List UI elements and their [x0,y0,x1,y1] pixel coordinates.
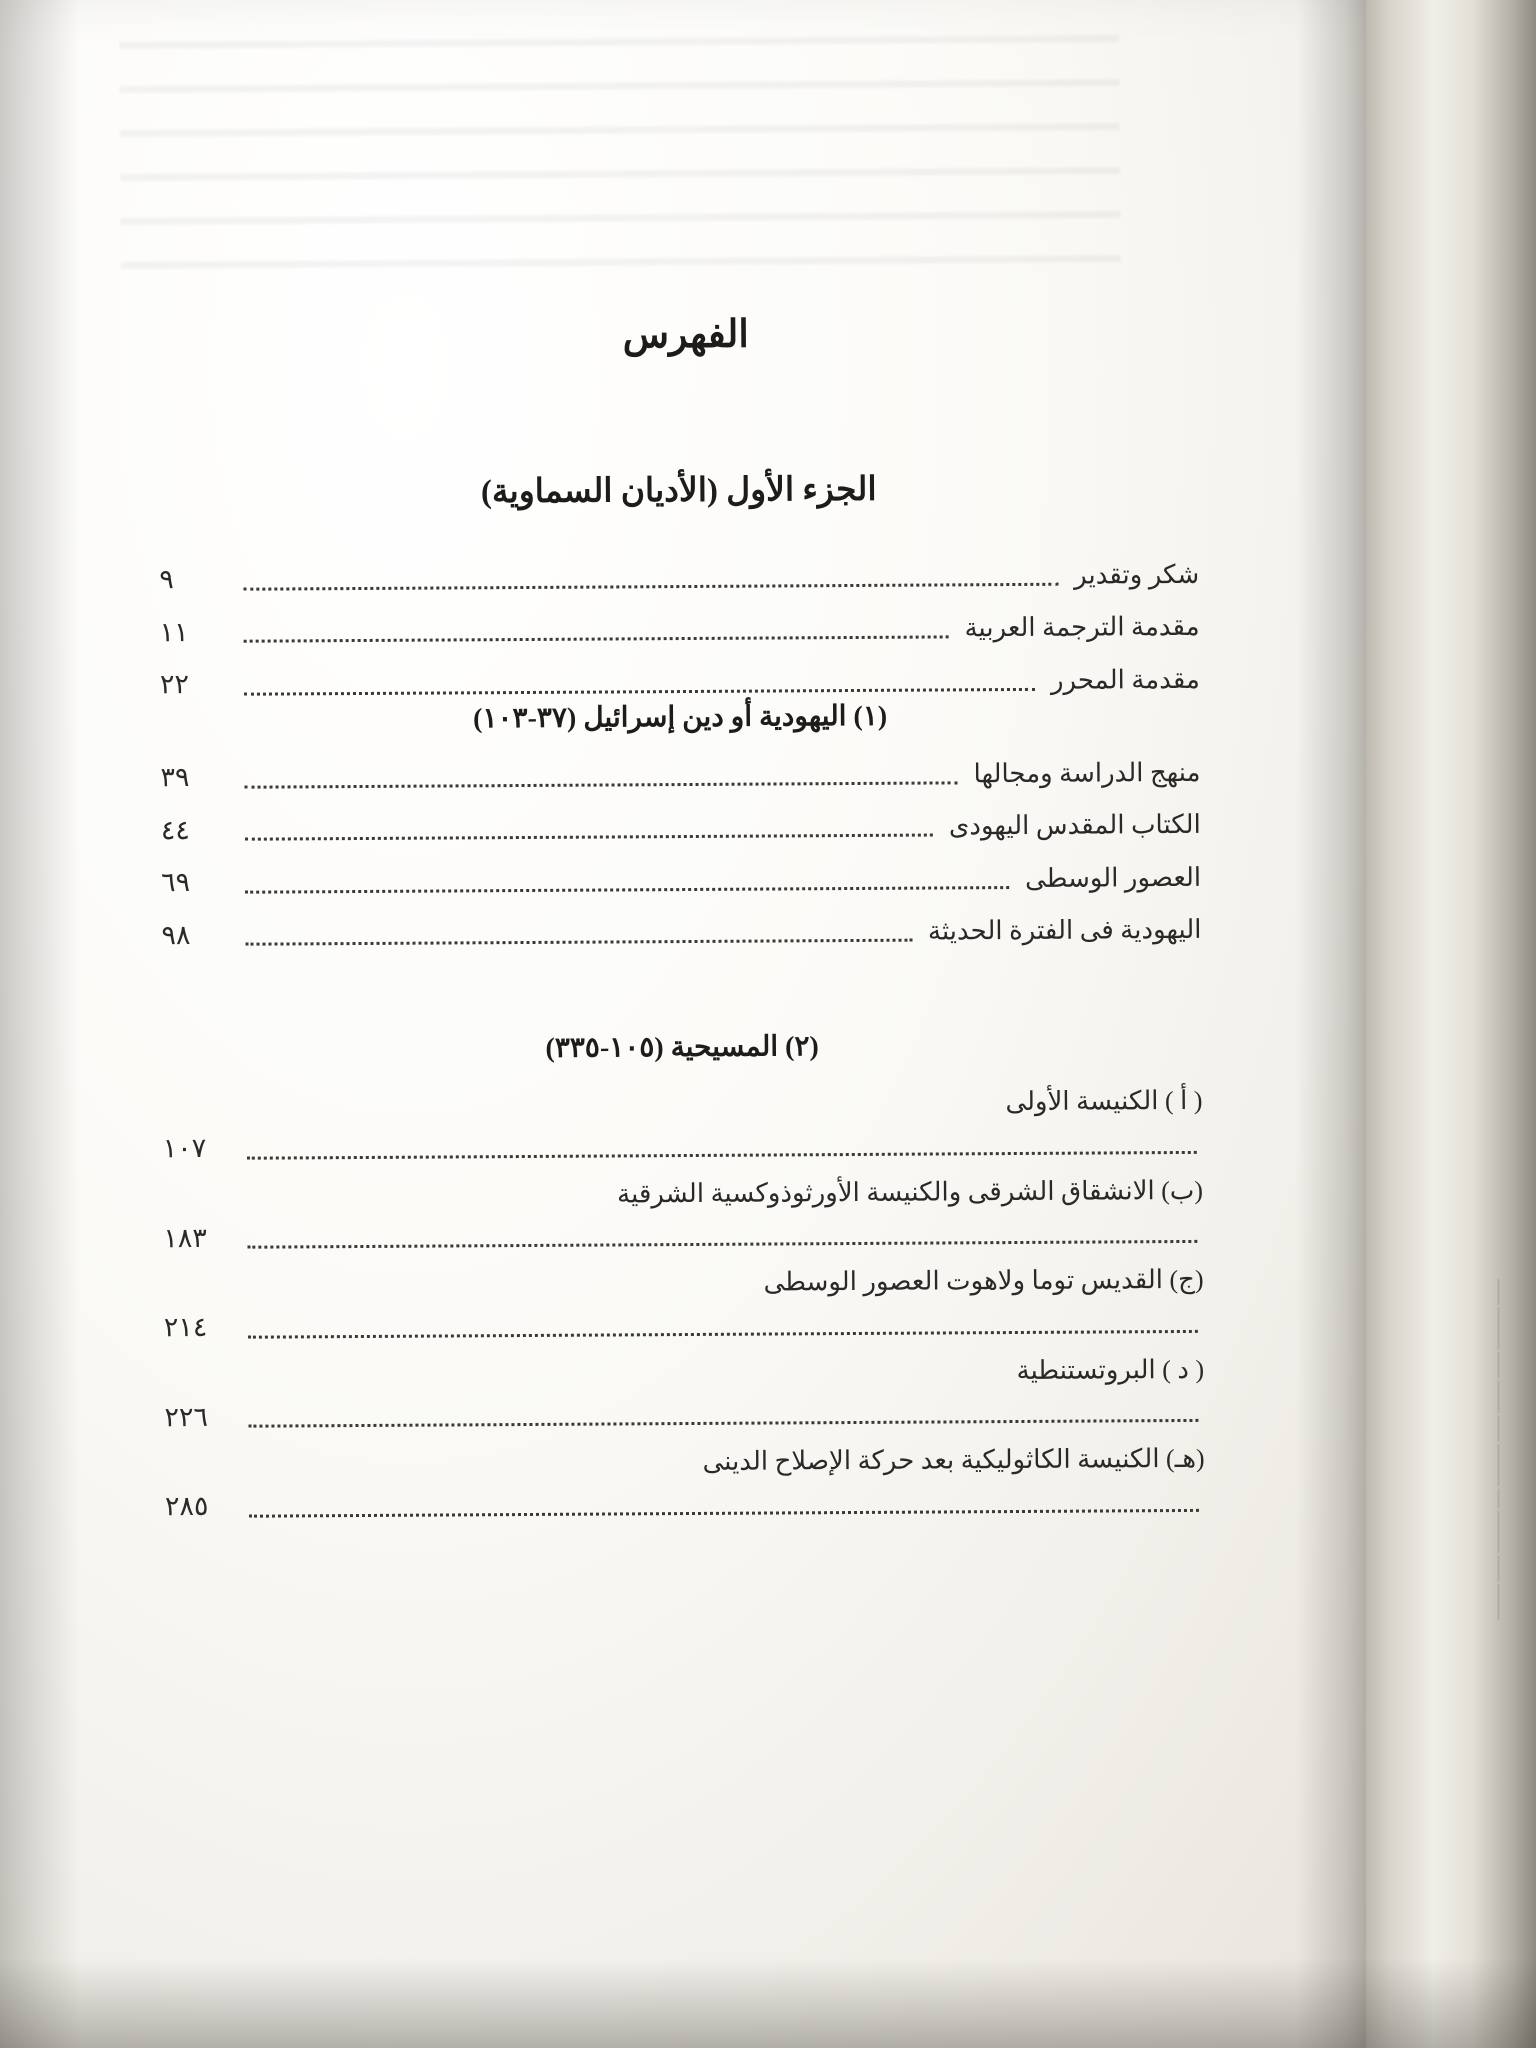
toc-entry-label: (ب) الانشقاق الشرقى والكنيسة الأورثوذوكسية الشرقية [617,1175,1204,1208]
dot-leader [247,1149,1197,1159]
toc-entry-page: ٩ [159,564,174,595]
toc-entry [161,856,1201,903]
toc-entry-page: ١٨٣ [163,1222,207,1253]
chapter-one-heading: (١) اليهودية أو دين إسرائيل (٣٧-١٠٣) [472,700,888,735]
toc-entry-label: منهج الدراسة ومجالها [973,757,1201,788]
toc-entry [160,751,1200,798]
dot-leader [245,780,958,788]
chapter-two-heading: (٢) المسيحية (١٠٥-٣٣٥) [545,1031,819,1064]
toc-entry-label: (ج) القديس توما ولاهوت العصور الوسطى [763,1264,1204,1297]
toc-entry-page: ٩٨ [161,919,191,950]
toc-entry-label: مقدمة الترجمة العربية [964,611,1200,643]
chapter-two-block [162,1027,1205,1535]
toc-entry-page: ٣٩ [160,762,190,793]
toc-entry [162,1081,1202,1169]
toc-entry-page: ٢٢ [159,669,190,700]
toc-entry-label: شكر وتقدير [1074,559,1200,590]
toc-entry [161,908,1201,955]
toc-entry-page: ٤٤ [160,814,190,845]
toc-entry [163,1170,1203,1258]
toc-entry-label: الكتاب المقدس اليهودى [948,809,1201,841]
dot-leader [247,1239,1197,1249]
dot-leader [244,634,949,642]
chapter-one-block [160,697,1202,967]
toc-entry-label: ( أ ) الكنيسة الأولى [1005,1085,1203,1117]
dot-leader [243,581,1058,590]
toc-entry [161,803,1201,850]
facing-page-gutter [1366,0,1536,2048]
dot-leader [249,1507,1199,1517]
dot-leader [245,833,933,841]
toc-entry [165,1439,1205,1527]
toc-entry-label: (هـ) الكنيسة الكاثوليكية بعد حركة الإصلاح الدينى [702,1443,1205,1476]
toc-entry-page: ١٠٧ [162,1132,207,1164]
toc-entry-label: العصور الوسطى [1024,862,1202,893]
toc-entry-page: ١١ [159,616,189,647]
toc-entry-page: ٢٢٦ [164,1401,208,1432]
toc-entry-label: مقدمة المحرر [1050,664,1200,695]
facing-page-text-blur: ـــــــــــ ــــــــ ـــــــــــــ ــــــ ـــــــــــــ ــــــــ ــــــــــ ــــــــ ـــــــــــــ ــــــــ [1495,1279,1507,1620]
toc-entry [163,1260,1203,1348]
toc-entry-page: ٢٨٥ [164,1490,209,1522]
toc-entry-label: اليهودية فى الفترة الحديثة [927,914,1202,946]
page-title: الفهرس [622,313,750,357]
part-one-heading: الجزء الأول (الأديان السماوية) [480,471,877,511]
front-matter-block [159,467,1200,717]
toc-entry-page: ٦٩ [161,867,191,898]
toc-entry [164,1349,1204,1437]
dot-leader [248,1328,1198,1338]
toc-entry [159,553,1199,600]
toc-entry [159,605,1199,652]
dot-leader [245,938,912,946]
toc-entry-page: ٢١٤ [163,1311,208,1343]
toc-entry-label: ( د ) البروتستنطية [1016,1354,1205,1385]
dot-leader [244,686,1035,695]
dot-leader [248,1418,1198,1428]
dot-leader [245,885,1009,894]
